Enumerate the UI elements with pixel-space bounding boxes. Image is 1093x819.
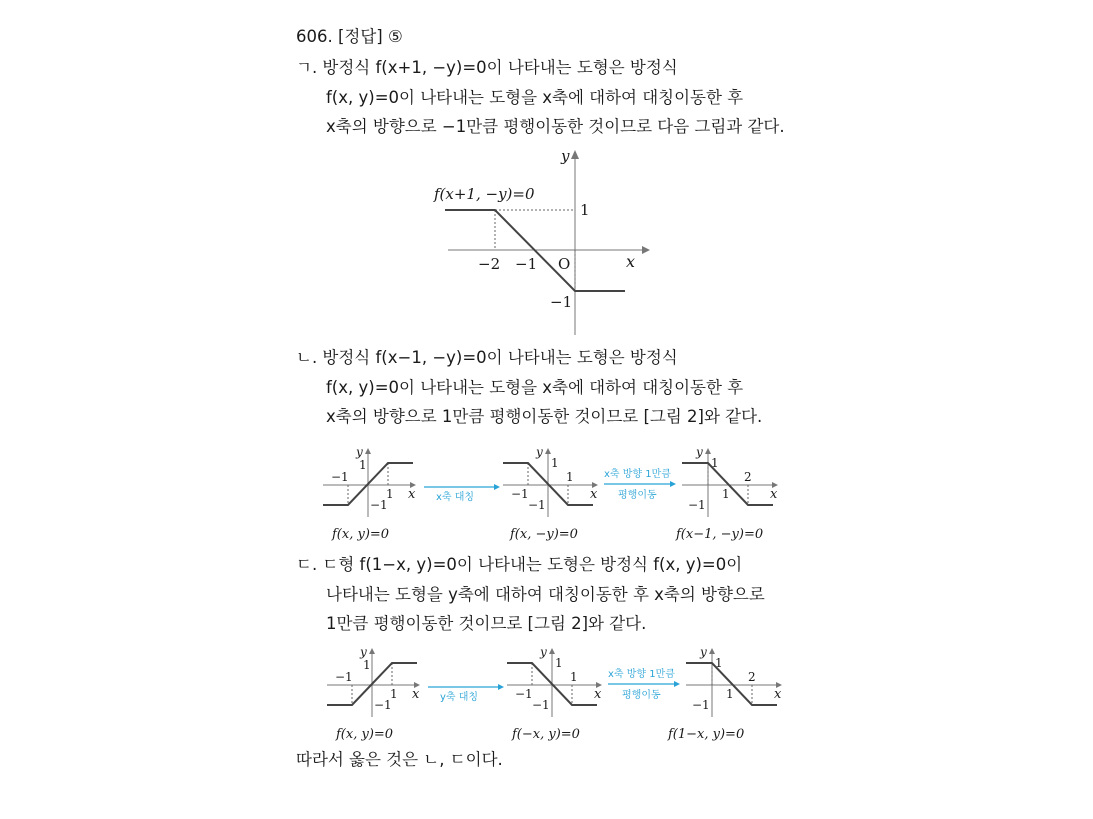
svg-text:1: 1	[359, 458, 367, 472]
svg-text:1: 1	[715, 656, 723, 670]
item-d-line-1: ㄷ. ㄷ형 f(1−x, y)=0이 나타내는 도형은 방정식 f(x, y)=0이	[296, 555, 743, 574]
svg-text:x: x	[594, 687, 602, 702]
problem-header: 606. [정답] ⑤	[296, 27, 403, 46]
svg-text:x: x	[408, 487, 416, 502]
arrow-icon	[494, 484, 500, 490]
row3-graphs	[322, 645, 792, 745]
svg-text:x: x	[774, 687, 782, 702]
arrow-icon	[545, 448, 551, 454]
svg-text:−1: −1	[692, 698, 710, 712]
origin-label: O	[558, 255, 571, 273]
graph-1	[420, 145, 660, 340]
arrow-label: x축 방향 1만큼	[608, 669, 675, 680]
svg-text:x: x	[590, 487, 598, 502]
arrow-icon	[549, 648, 555, 654]
item-n-line-3: x축의 방향으로 1만큼 평행이동한 것이므로 [그림 2]와 같다.	[326, 407, 763, 426]
arrow-icon	[670, 481, 676, 487]
x-axis-arrow-icon	[642, 246, 650, 254]
svg-text:1: 1	[551, 456, 559, 470]
svg-text:y: y	[700, 645, 707, 659]
graph-caption: f(x−1, −y)=0	[676, 527, 764, 542]
svg-text:1: 1	[386, 487, 394, 501]
svg-text:−1: −1	[370, 498, 388, 512]
arrow-icon	[674, 681, 680, 687]
row2-graph-2	[503, 445, 598, 542]
tick-label: 1	[580, 201, 590, 219]
svg-text:y: y	[360, 645, 367, 659]
item-g-line-1: ㄱ. 방정식 f(x+1, −y)=0이 나타내는 도형은 방정식	[296, 58, 678, 77]
svg-text:1: 1	[722, 487, 730, 501]
graph-label: f(x+1, −y)=0	[434, 185, 535, 203]
arrow-icon	[369, 648, 375, 654]
graph-caption: f(x, −y)=0	[510, 527, 578, 542]
item-n-line-1: ㄴ. 방정식 f(x−1, −y)=0이 나타내는 도형은 방정식	[296, 348, 678, 367]
item-g-line-3: x축의 방향으로 −1만큼 평행이동한 것이므로 다음 그림과 같다.	[326, 117, 785, 136]
arrow-icon	[498, 684, 504, 690]
tick-label: −1	[515, 255, 538, 273]
arrow-label: x축 대칭	[436, 492, 475, 503]
x-axis-label: x	[626, 252, 636, 271]
svg-text:−1: −1	[335, 670, 353, 684]
svg-text:1: 1	[566, 470, 574, 484]
item-d-line-3: 1만큼 평행이동한 것이므로 [그림 2]와 같다.	[326, 614, 647, 633]
svg-text:−1: −1	[511, 487, 529, 501]
row3-graph-3	[667, 645, 782, 742]
item-n-line-2: f(x, y)=0이 나타내는 도형을 x축에 대하여 대칭이동한 후	[326, 378, 744, 397]
arrow-icon	[705, 448, 711, 454]
svg-text:x: x	[770, 487, 778, 502]
arrow-icon	[365, 448, 371, 454]
arrow-label: y축 대칭	[440, 692, 479, 703]
svg-text:−1: −1	[515, 687, 533, 701]
item-d-line-2: 나타내는 도형을 y축에 대하여 대칭이동한 후 x축의 방향으로	[326, 585, 765, 604]
svg-text:1: 1	[570, 670, 578, 684]
row3-graph-2	[507, 645, 602, 742]
tick-label: −2	[478, 255, 501, 273]
svg-text:1: 1	[555, 656, 563, 670]
graph-caption: f(−x, y)=0	[512, 727, 580, 742]
y-axis-label: y	[561, 147, 570, 165]
graph-caption: f(x, y)=0	[332, 527, 390, 542]
svg-text:1: 1	[390, 687, 398, 701]
svg-text:1: 1	[363, 658, 371, 672]
svg-text:−1: −1	[528, 498, 546, 512]
svg-text:1: 1	[711, 456, 719, 470]
arrow-icon	[709, 648, 715, 654]
svg-text:x: x	[412, 687, 420, 702]
svg-text:−1: −1	[532, 698, 550, 712]
svg-text:y: y	[356, 445, 363, 459]
svg-text:y: y	[696, 445, 703, 459]
graph-caption: f(1−x, y)=0	[668, 727, 745, 742]
arrow-label: x축 방향 1만큼	[604, 469, 671, 480]
row3-graph-1	[327, 645, 420, 742]
graph-caption: f(x, y)=0	[336, 727, 394, 742]
conclusion: 따라서 옳은 것은 ㄴ, ㄷ이다.	[296, 750, 503, 769]
arrow-label: 평행이동	[622, 690, 661, 701]
svg-text:−1: −1	[374, 698, 392, 712]
svg-text:−1: −1	[688, 498, 706, 512]
row2-graph-1	[323, 445, 416, 542]
svg-text:y: y	[536, 445, 543, 459]
svg-text:−1: −1	[331, 470, 349, 484]
svg-text:2: 2	[748, 670, 756, 684]
arrow-label: 평행이동	[618, 490, 657, 501]
item-g-line-2: f(x, y)=0이 나타내는 도형을 x축에 대하여 대칭이동한 후	[326, 88, 744, 107]
y-axis-arrow-icon	[571, 150, 579, 159]
row2-graphs	[318, 445, 788, 545]
svg-text:y: y	[540, 645, 547, 659]
svg-text:2: 2	[744, 470, 752, 484]
svg-text:1: 1	[726, 687, 734, 701]
row2-graph-3	[675, 445, 778, 542]
tick-label: −1	[550, 293, 573, 311]
